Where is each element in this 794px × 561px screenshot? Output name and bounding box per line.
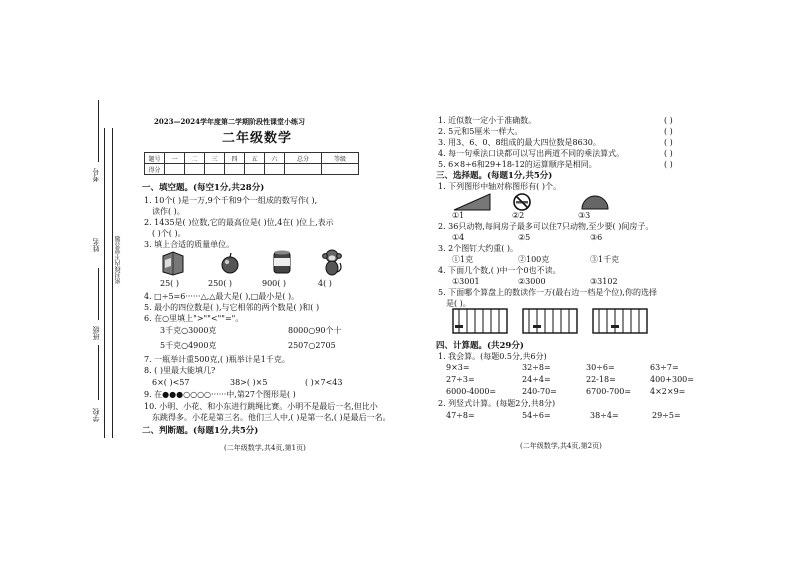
binding-line-outer [104,128,105,438]
choice-option[interactable]: ①1 [452,211,465,220]
question-10b: 东跳得多。小花是第三名。他们三人中,( )是第一名,( )是最后一名。 [152,413,391,422]
unit-blank[interactable]: 25( ) [160,279,179,288]
judge-4: 4. 每一句乘法口诀都可以写出两道不同的乘法算式。 [438,149,625,158]
choice-1: 1. 下列图形中轴对称图形有( )个。 [438,182,561,191]
judge-5: 5. 6×8÷6和29+18-12的运算顺序是相同。 [438,160,597,169]
label-name: 姓名 [92,238,100,252]
calc-item[interactable]: 4×2×9= [650,387,686,396]
question-2a: 2. 1435是( )位数,它的最高位是( )位,4在( )位上,表示 [144,218,334,227]
question-6: 6. 在○里填上">""<""="。 [144,314,244,323]
score-cell[interactable] [165,164,185,175]
seal-note: 密封线内不要答题 [115,236,122,284]
score-header-cell: 六 [265,153,285,164]
judge-mark[interactable]: ( ) [664,116,673,125]
score-header-cell: 一 [165,153,185,164]
vertical-calc-item[interactable]: 54÷6= [522,411,551,420]
judge-2: 2. 5元和5厘米一样大。 [438,127,523,136]
choice-option[interactable]: ①3001 [452,277,480,286]
compare-item: 5千克○4900克 [160,341,217,350]
question-1b: 读作( )。 [152,207,185,216]
calc-item[interactable]: 6700-700= [586,387,632,396]
calc-item[interactable]: 6000-4000= [446,387,497,396]
vertical-calc-item[interactable]: 47÷8= [446,411,475,420]
question-9: 9. 在●●●○○○○······中,第27个图形是( ) [144,390,296,399]
calc-2-title: 2. 列竖式计算。(每题2分,共8分) [438,399,556,408]
vertical-calc-item[interactable]: 29÷5= [652,411,681,420]
page-footer-left: (二年级数学,共4页,第1页) [224,444,306,452]
compare-item: 3千克○3000克 [160,326,217,335]
score-header-cell: 四 [225,153,245,164]
apple-icon [219,252,241,274]
score-header-cell: 等级 [322,153,359,164]
binding-line-inner [112,128,113,438]
unit-blank[interactable]: 900( ) [262,279,287,288]
choice-option[interactable]: ②5 [518,233,531,242]
score-cell[interactable] [225,164,245,175]
score-cell[interactable] [205,164,225,175]
score-header-cell: 二 [185,153,205,164]
exam-title: 二年级数学 [222,131,293,146]
unit-blank[interactable]: 4( ) [318,279,332,288]
question-2b: ( )个( )。 [152,229,186,238]
calc-item[interactable]: 240-70= [522,387,557,396]
choice-option[interactable]: ③1千克 [590,255,620,264]
choice-option[interactable]: ②3000 [518,277,546,286]
choice-2: 2. 36只动物,每间房子最多可以住7只动物,至少要( )间房子。 [438,222,654,231]
judge-mark[interactable]: ( ) [664,149,673,158]
question-5: 5. 最小的四位数是( ),与它相邻的两个数是( )和( ) [144,303,320,312]
score-table [144,152,359,175]
choice-option[interactable]: ③3102 [590,277,618,286]
abacus-icon[interactable] [592,308,648,334]
question-3: 3. 填上合适的质量单位。 [144,240,235,249]
inequality-item: ( )×7<43 [305,378,343,387]
question-1a: 1. 10个( )是一万,9个千和9个一组成的数写作( ), [144,196,318,205]
exam-subtitle: 2023—2024学年度第二学期阶段性课堂小练习 [154,117,305,126]
score-row-label: 得分 [145,164,165,175]
label-exam-number: 考号 [92,168,100,182]
abacus-icon[interactable] [522,308,578,334]
calc-item[interactable]: 24÷4= [522,375,551,384]
judge-3: 3. 用3、6、0、8组成的最大四位数是8630。 [438,138,601,147]
score-cell[interactable] [265,164,285,175]
score-header-cell: 三 [205,153,225,164]
section-2-title: 二、判断题。(每题1分,共5分) [142,426,259,436]
section-3-title: 三、选择题。(每题1分,共5分) [436,171,553,181]
choice-option[interactable]: ①1克 [452,255,474,264]
choice-5b: 是( )。 [446,299,471,308]
judge-mark[interactable]: ( ) [664,127,673,136]
monkey-icon [320,248,344,276]
canned-food-icon [272,249,292,275]
judge-mark[interactable]: ( ) [664,160,673,169]
score-header-cell: 五 [245,153,265,164]
choice-option[interactable]: ③3 [578,211,591,220]
calc-1-title: 1. 我会算。(每题0.5分,共6分) [438,352,547,361]
semicircle-shape-icon [580,193,610,211]
page-footer-right: (二年级数学,共4页,第2页) [520,442,602,450]
calc-item[interactable]: 22-18= [586,375,616,384]
triangle-shape-icon [452,192,492,212]
score-header-cell: 题号 [145,153,165,164]
score-cell[interactable] [285,164,322,175]
judge-mark[interactable]: ( ) [664,138,673,147]
choice-3: 3. 2个图钉大约重( )。 [438,244,519,253]
calc-item[interactable]: 63÷7= [650,363,679,372]
calc-item[interactable]: 30÷6= [586,363,615,372]
inequality-item: 6×( )<57 [152,378,190,387]
judge-1: 1. 近似数一定小于准确数。 [438,116,537,125]
choice-5a: 5. 下面哪个算盘上的数读作一万(最右边一档是个位),你的选择 [438,288,657,297]
score-header-cell: 总分 [285,153,322,164]
question-8: 8. ( )里最大能填几? [144,366,216,375]
label-class: 班级 [92,326,100,340]
compare-item: 2507○2705 [288,341,336,350]
choice-option[interactable]: ②2 [512,211,525,220]
vertical-calc-item[interactable]: 38÷4= [590,411,619,420]
calc-item[interactable]: 9×3= [446,363,470,372]
question-4: 4. □÷5=6······△,△最大是( ),□最小是( )。 [144,292,300,301]
section-1-title: 一、填空题。(每空1分,共28分) [142,183,265,193]
choice-4: 4. 下面几个数,( )中一个0也不读。 [438,266,561,275]
school-line [98,345,99,400]
class-line [98,268,99,320]
inequality-item: 38>( )×5 [230,378,268,387]
label-school: 学校 [92,408,100,422]
question-10a: 10. 小明、小花、和小东进行跳绳比赛。小明不是最后一名,但比小 [144,402,378,411]
question-7: 7. 一瓶举计重500克,( )瓶举计是1千克。 [144,355,290,364]
exam-number-line [98,100,99,162]
compare-item: 8000○90个十 [288,326,342,335]
choice-option[interactable]: ③6 [590,233,603,242]
section-4-title: 四、计算题。(共29分) [436,341,524,351]
abacus-icon[interactable] [452,308,508,334]
calc-item[interactable]: 32÷8= [522,363,551,372]
score-cell[interactable] [185,164,205,175]
unit-blank[interactable]: 250( ) [208,279,233,288]
flour-bag-icon [160,250,186,276]
score-cell[interactable] [322,164,359,175]
choice-option[interactable]: ②100克 [518,255,550,264]
score-cell[interactable] [245,164,265,175]
no-smoking-icon [512,192,532,212]
calc-item[interactable]: 27÷3= [446,375,475,384]
choice-option[interactable]: ①4 [452,233,465,242]
calc-item[interactable]: 400+300= [650,375,694,384]
